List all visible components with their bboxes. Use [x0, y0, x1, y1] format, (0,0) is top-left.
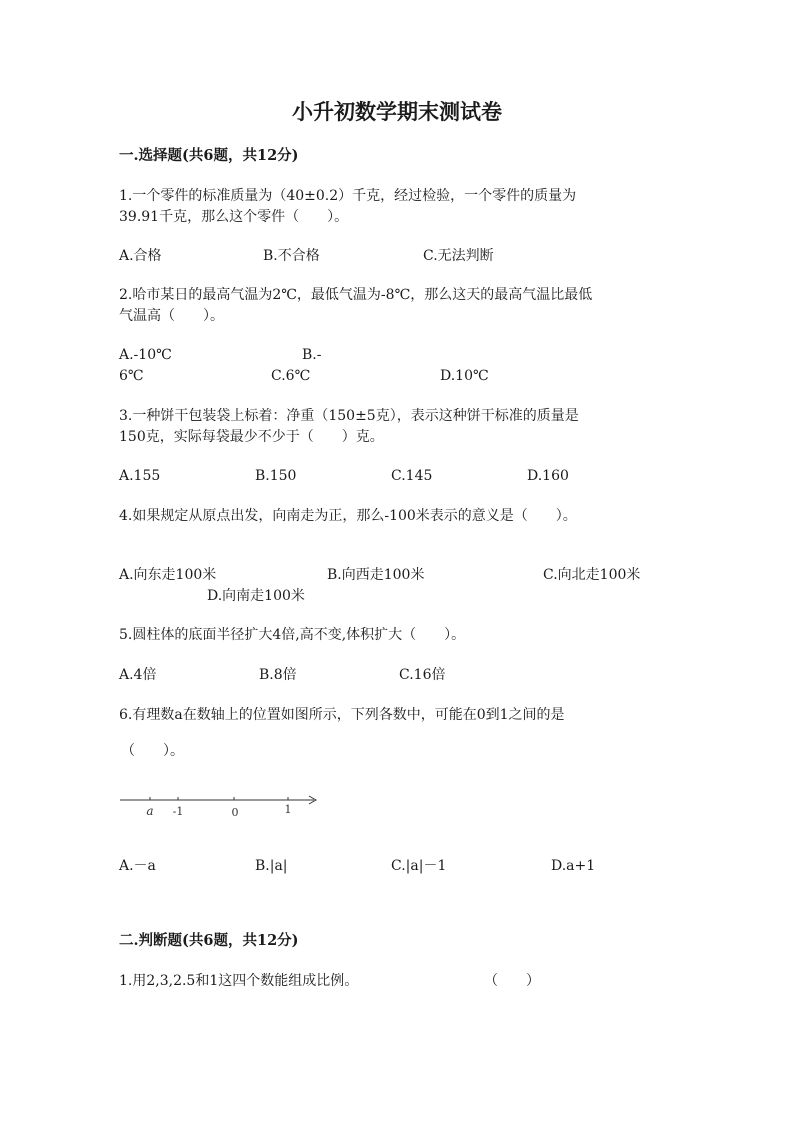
q3-option-d: D.160 — [527, 468, 569, 484]
q3-option-b: B.150 — [255, 468, 297, 484]
q4-line1: 4.如果规定从原点出发，向南走为正，那么-100米表示的意义是（ ）。 — [119, 508, 577, 524]
q3-option-a: A.155 — [119, 468, 161, 484]
q6-option-b: B.|a| — [255, 858, 288, 874]
q2-line1: 2.哈市某日的最高气温为2℃，最低气温为-8℃，那么这天的最高气温比最低 — [119, 287, 593, 303]
q5-option-b: B.8倍 — [259, 667, 297, 683]
q2-option-b: B.- — [302, 347, 322, 363]
q1-line2: 39.91千克，那么这个零件（ ）。 — [119, 209, 349, 225]
q1-line1: 1.一个零件的标准质量为（40±0.2）千克，经过检验，一个零件的质量为 — [119, 188, 577, 204]
label-0: 0 — [231, 806, 239, 819]
q6-line1: 6.有理数a在数轴上的位置如图所示，下列各数中，可能在0到1之间的是 — [119, 707, 565, 723]
s2-q1-blank: （ ） — [484, 973, 540, 989]
q1-option-b: B.不合格 — [263, 248, 320, 264]
q5-line1: 5.圆柱体的底面半径扩大4倍,高不变,体积扩大（ ）。 — [119, 627, 466, 643]
q2-option-a: A.-10℃ — [119, 347, 172, 363]
q4-option-c: C.向北走100米 — [543, 567, 641, 583]
number-line-figure — [112, 788, 332, 828]
q5-option-c: C.16倍 — [399, 667, 446, 683]
q4-option-a: A.向东走100米 — [119, 567, 217, 583]
q3-line1: 3.一种饼干包装袋上标着：净重（150±5克），表示这种饼干标准的质量是 — [119, 408, 579, 424]
q5-option-a: A.4倍 — [119, 667, 157, 683]
q1-option-c: C.无法判断 — [423, 248, 494, 264]
q6-option-c: C.|a|－1 — [391, 858, 447, 874]
q3-line2: 150克，实际每袋最少不少于（ ）克。 — [119, 429, 384, 445]
section-2-heading: 二.判断题(共6题，共12分) — [119, 932, 299, 949]
q6-line2: （ ）。 — [121, 743, 184, 759]
q2-option-c: C.6℃ — [271, 368, 311, 384]
label-1: 1 — [284, 803, 292, 816]
q6-option-d: D.a+1 — [551, 858, 596, 874]
label-neg1: -1 — [172, 805, 184, 818]
q2-option-b-cont: 6℃ — [119, 368, 144, 384]
q3-option-c: C.145 — [391, 468, 433, 484]
s2-q1-line1: 1.用2,3,2.5和1这四个数能组成比例。 — [119, 973, 359, 989]
page-title: 小升初数学期末测试卷 — [292, 99, 502, 124]
q4-option-b: B.向西走100米 — [327, 567, 425, 583]
q1-option-a: A.合格 — [119, 248, 162, 264]
q2-option-d: D.10℃ — [440, 368, 489, 384]
q2-line2: 气温高（ ）。 — [119, 308, 224, 324]
label-a: a — [146, 804, 154, 818]
q6-option-a: A.－a — [119, 858, 156, 874]
q4-option-d: D.向南走100米 — [207, 588, 305, 604]
section-1-heading: 一.选择题(共6题，共12分) — [119, 147, 299, 164]
